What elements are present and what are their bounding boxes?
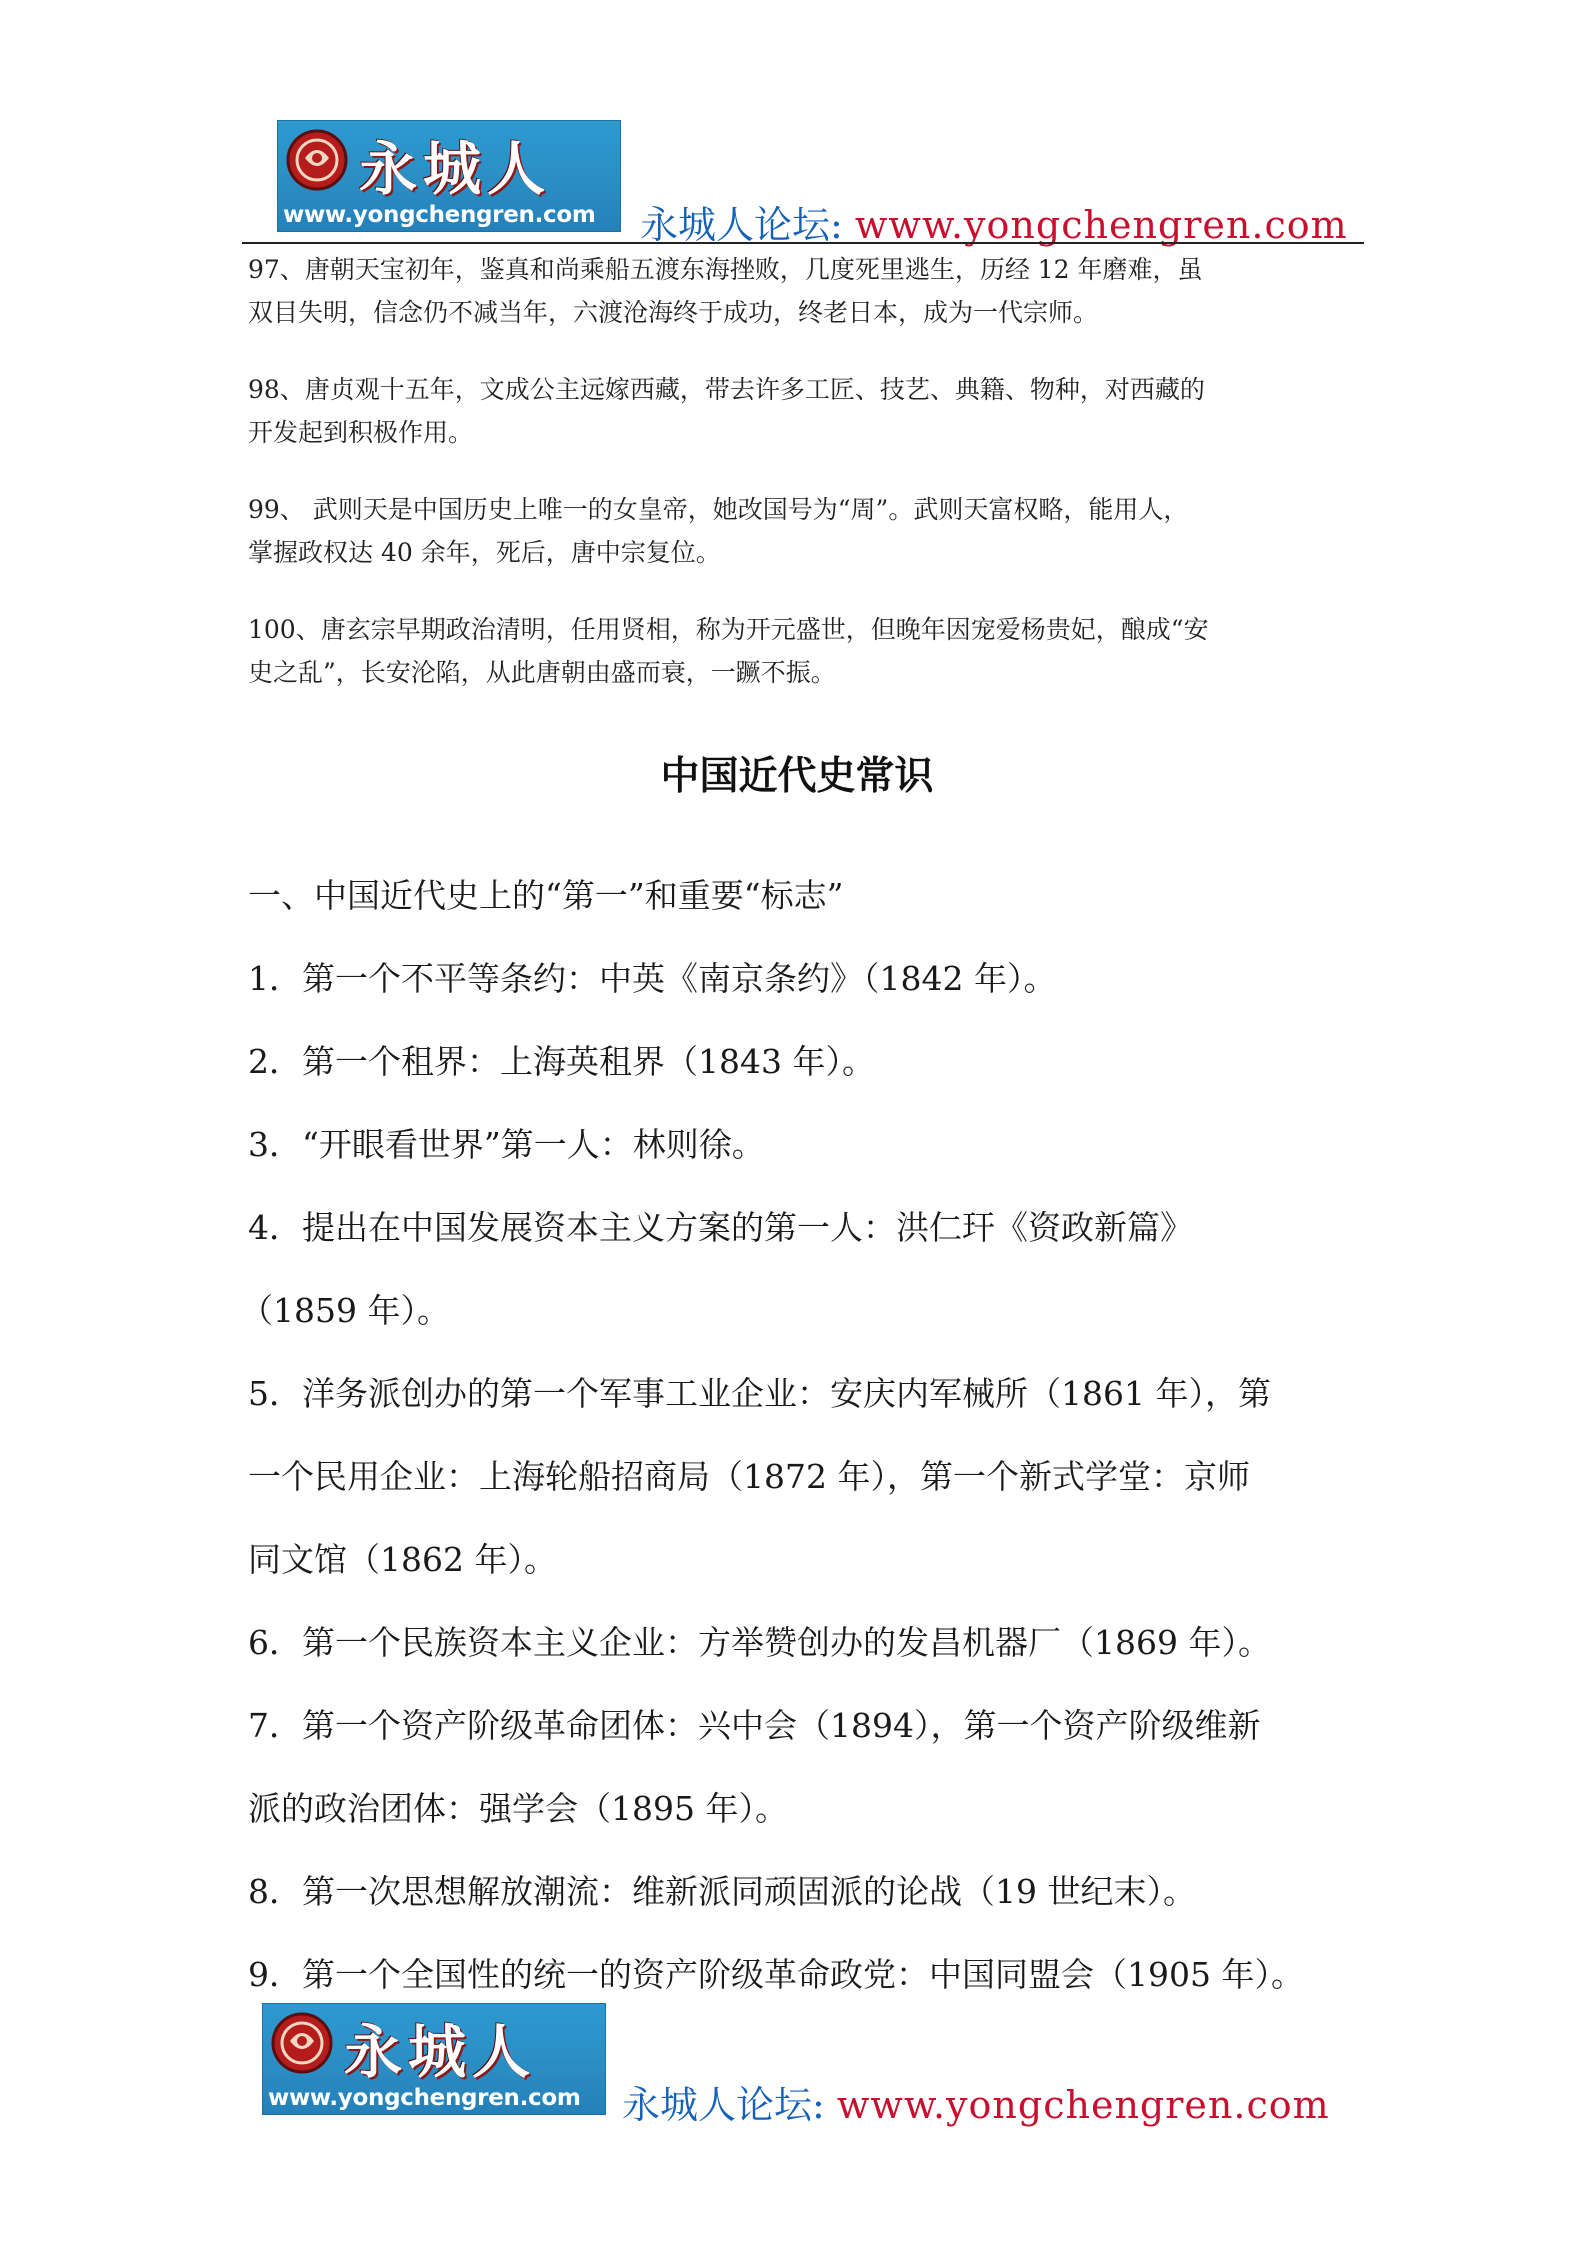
seal-icon [285,128,349,192]
list-item-5-cont: 同文馆（1862 年）。 [248,1540,557,1579]
text-line: 98、唐贞观十五年，文成公主远嫁西藏，带去许多工匠、技艺、典籍、物种，对西藏的 [248,375,1205,404]
list-item-8: 8．第一次思想解放潮流：维新派同顽固派的论战（19 世纪末）。 [248,1872,1196,1911]
logo-brand: 永城人 [359,135,552,203]
section-title: 中国近代史常识 [660,754,934,799]
list-item-3: 3．“开眼看世界”第一人：林则徐。 [248,1125,765,1164]
paragraph-98 [248,368,1364,454]
forum-label: 永城人论坛: [640,203,843,247]
header-forum-link[interactable] [640,194,1348,249]
list-item-9: 9．第一个全国性的统一的资产阶级革命政党：中国同盟会（1905 年）。 [248,1955,1304,1994]
text-line: 双目失明，信念仍不减当年，六渡沧海终于成功，终老日本，成为一代宗师。 [248,298,1099,327]
logo-brand: 永城人 [344,2018,537,2086]
forum-url[interactable]: www.yongchengren.com [836,2083,1330,2127]
text-line: 掌握政权达 40 余年，死后，唐中宗复位。 [248,538,721,567]
list-item-4-cont: （1859 年）。 [240,1291,450,1330]
text-line: 97、唐朝天宝初年，鉴真和尚乘船五渡东海挫败，几度死里逃生，历经 12 年磨难，虽 [248,255,1203,284]
list-item-7-cont: 派的政治团体：强学会（1895 年）。 [248,1789,788,1828]
seal-icon [270,2011,334,2075]
list-item-7: 7．第一个资产阶级革命团体：兴中会（1894），第一个资产阶级维新 [248,1706,1261,1745]
footer-forum-link[interactable] [622,2074,1330,2129]
paragraph-99 [248,488,1364,574]
header-divider [242,242,1364,244]
list-item-2: 2．第一个租界：上海英租界（1843 年）。 [248,1042,875,1081]
list-item-5: 5．洋务派创办的第一个军事工业企业：安庆内军械所（1861 年），第 [248,1374,1271,1413]
text-line: 史之乱”，长安沦陷，从此唐朝由盛而衰，一蹶不振。 [248,658,836,687]
list-item-6: 6．第一个民族资本主义企业：方举赞创办的发昌机器厂（1869 年）。 [248,1623,1271,1662]
text-line: 100、唐玄宗早期政治清明，任用贤相，称为开元盛世，但晚年因宠爱杨贵妃，酿成“安 [248,615,1209,644]
paragraph-97 [248,248,1364,334]
list-item-4: 4．提出在中国发展资本主义方案的第一人：洪仁玕《资政新篇》 [248,1208,1193,1247]
logo-url: www.yongchengren.com [268,2085,581,2111]
list-item-1: 1．第一个不平等条约：中英《南京条约》（1842 年）。 [248,959,1057,998]
forum-url[interactable]: www.yongchengren.com [854,203,1348,247]
text-line: 开发起到积极作用。 [248,418,474,447]
list-item-5-cont: 一个民用企业：上海轮船招商局（1872 年），第一个新式学堂：京师 [248,1457,1250,1496]
forum-label: 永城人论坛: [622,2083,825,2127]
footer-logo[interactable] [262,2003,606,2115]
paragraph-100 [248,608,1364,694]
logo-url: www.yongchengren.com [283,202,596,228]
list-heading: 一、中国近代史上的“第一”和重要“标志” [248,876,844,915]
header-logo[interactable] [277,120,621,232]
text-line: 99、 武则天是中国历史上唯一的女皇帝，她改国号为“周”。武则天富权略，能用人， [248,495,1189,524]
